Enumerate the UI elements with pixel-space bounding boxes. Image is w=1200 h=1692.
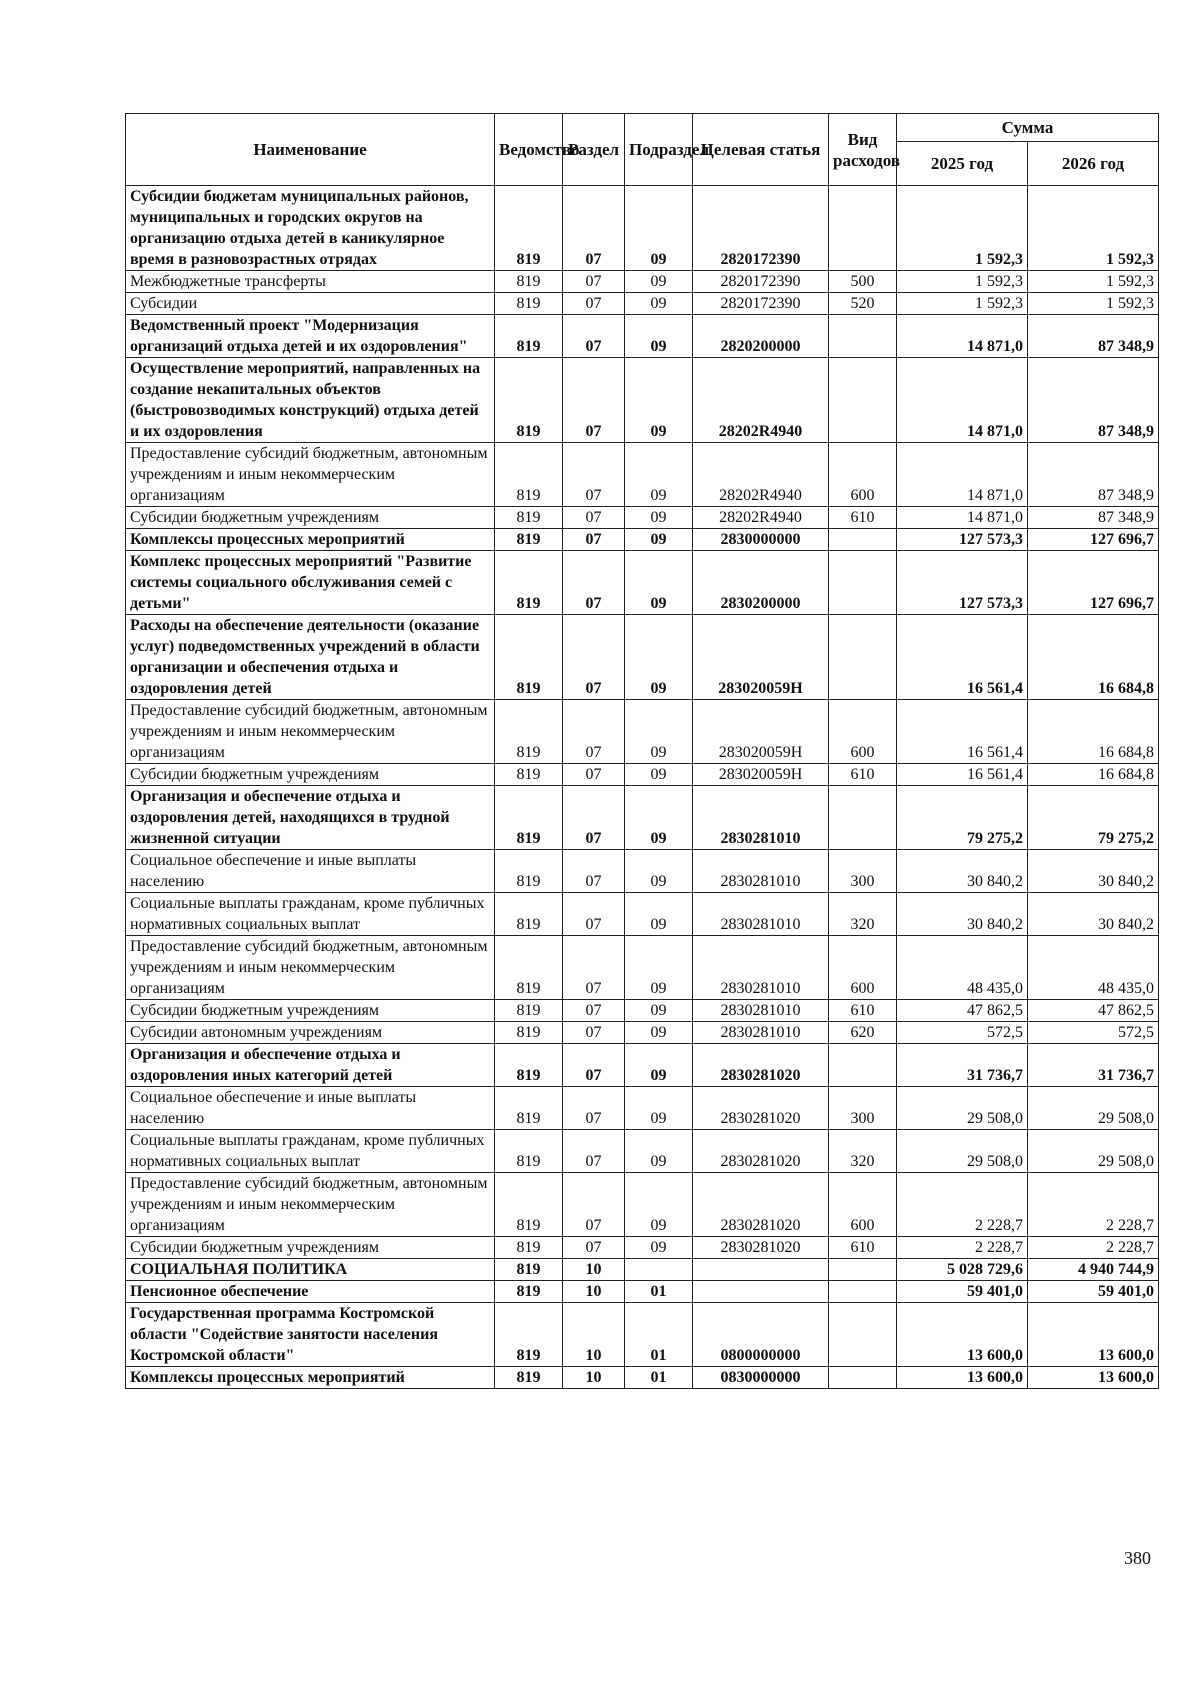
row-exp-type: 600	[829, 936, 897, 1000]
row-sum-2026: 79 275,2	[1028, 786, 1159, 850]
table-row	[126, 315, 1159, 358]
table-row	[126, 1303, 1159, 1367]
table-row	[126, 936, 1159, 1000]
row-sum-2026: 29 508,0	[1028, 1130, 1159, 1173]
row-name: Пенсионное обеспечение	[126, 1281, 495, 1303]
row-subsection: 01	[625, 1303, 693, 1367]
row-exp-type: 620	[829, 1022, 897, 1044]
row-sum-2026: 4 940 744,9	[1028, 1259, 1159, 1281]
row-sum-2026: 59 401,0	[1028, 1281, 1159, 1303]
row-subsection: 09	[625, 1237, 693, 1259]
row-section: 07	[563, 1022, 625, 1044]
row-article: 2820172390	[693, 293, 829, 315]
row-sum-2025: 79 275,2	[897, 786, 1028, 850]
row-exp-type: 610	[829, 1000, 897, 1022]
row-name: Социальные выплаты гражданам, кроме публичных нормативных социальных выплат	[126, 893, 495, 936]
row-exp-type: 610	[829, 507, 897, 529]
row-subsection: 01	[625, 1367, 693, 1389]
table-row	[126, 1259, 1159, 1281]
table-row	[126, 764, 1159, 786]
row-sum-2026: 2 228,7	[1028, 1173, 1159, 1237]
row-name: Предоставление субсидий бюджетным, автономным учреждениям и иным некоммерческим организациям	[126, 700, 495, 764]
row-name: Предоставление субсидий бюджетным, автономным учреждениям и иным некоммерческим организациям	[126, 443, 495, 507]
row-name: Социальные выплаты гражданам, кроме публичных нормативных социальных выплат	[126, 1130, 495, 1173]
row-dept: 819	[495, 443, 563, 507]
row-sum-2025: 47 862,5	[897, 1000, 1028, 1022]
row-subsection: 09	[625, 1000, 693, 1022]
row-name: Государственная программа Костромской области "Содействие занятости населения Костромской области"	[126, 1303, 495, 1367]
table-row	[126, 850, 1159, 893]
row-name: Комплекс процессных мероприятий "Развитие системы социального обслуживания семей с детьми"	[126, 551, 495, 615]
table-row	[126, 615, 1159, 700]
row-sum-2025: 16 561,4	[897, 764, 1028, 786]
row-article: 0800000000	[693, 1303, 829, 1367]
row-exp-type: 600	[829, 1173, 897, 1237]
header-sum: Сумма	[897, 114, 1159, 142]
row-article: 2830281020	[693, 1044, 829, 1087]
row-name: Субсидии бюджетным учреждениям	[126, 764, 495, 786]
row-subsection: 09	[625, 551, 693, 615]
table-body	[126, 186, 1159, 1389]
row-article: 2830281010	[693, 1000, 829, 1022]
header-section: Раздел	[563, 114, 625, 186]
row-sum-2025: 1 592,3	[897, 293, 1028, 315]
row-sum-2026: 13 600,0	[1028, 1367, 1159, 1389]
header-year-2026: 2026 год	[1028, 142, 1159, 186]
row-section: 07	[563, 551, 625, 615]
row-exp-type	[829, 1259, 897, 1281]
table-row	[126, 186, 1159, 271]
row-section: 07	[563, 1173, 625, 1237]
row-exp-type: 320	[829, 1130, 897, 1173]
row-sum-2026: 1 592,3	[1028, 293, 1159, 315]
row-exp-type	[829, 1303, 897, 1367]
header-name: Наименование	[126, 114, 495, 186]
table-row	[126, 1281, 1159, 1303]
row-sum-2026: 127 696,7	[1028, 551, 1159, 615]
row-section: 07	[563, 271, 625, 293]
table-row	[126, 551, 1159, 615]
row-name: Организация и обеспечение отдыха и оздоровления иных категорий детей	[126, 1044, 495, 1087]
table-row	[126, 443, 1159, 507]
row-dept: 819	[495, 700, 563, 764]
row-subsection: 09	[625, 293, 693, 315]
row-section: 07	[563, 315, 625, 358]
row-section: 07	[563, 443, 625, 507]
row-section: 07	[563, 1087, 625, 1130]
row-section: 07	[563, 700, 625, 764]
table-row	[126, 786, 1159, 850]
row-section: 07	[563, 293, 625, 315]
header-dept: Ведомство	[495, 114, 563, 186]
row-article: 2830281010	[693, 1022, 829, 1044]
row-name: Комплексы процессных мероприятий	[126, 1367, 495, 1389]
row-sum-2025: 13 600,0	[897, 1367, 1028, 1389]
row-name: Субсидии бюджетным учреждениям	[126, 1000, 495, 1022]
row-dept: 819	[495, 1130, 563, 1173]
row-article: 28202R4940	[693, 507, 829, 529]
row-section: 07	[563, 850, 625, 893]
row-sum-2026: 47 862,5	[1028, 1000, 1159, 1022]
row-article	[693, 1281, 829, 1303]
row-subsection: 09	[625, 529, 693, 551]
row-exp-type: 500	[829, 271, 897, 293]
row-dept: 819	[495, 1022, 563, 1044]
row-exp-type	[829, 786, 897, 850]
row-sum-2026: 13 600,0	[1028, 1303, 1159, 1367]
row-section: 07	[563, 764, 625, 786]
row-article: 0830000000	[693, 1367, 829, 1389]
row-sum-2026: 1 592,3	[1028, 271, 1159, 293]
row-section: 10	[563, 1259, 625, 1281]
row-name: Социальное обеспечение и иные выплаты населению	[126, 1087, 495, 1130]
row-dept: 819	[495, 1281, 563, 1303]
row-name: Субсидии автономным учреждениям	[126, 1022, 495, 1044]
row-sum-2026: 31 736,7	[1028, 1044, 1159, 1087]
row-subsection: 09	[625, 315, 693, 358]
row-sum-2025: 14 871,0	[897, 443, 1028, 507]
table-row	[126, 1237, 1159, 1259]
row-exp-type	[829, 529, 897, 551]
row-section: 07	[563, 893, 625, 936]
row-name: Субсидии бюджетам муниципальных районов, муниципальных и городских округов на организацию отдыха детей в каникулярное время в разновозрастных отрядах	[126, 186, 495, 271]
row-sum-2025: 29 508,0	[897, 1130, 1028, 1173]
row-dept: 819	[495, 893, 563, 936]
table-row	[126, 1367, 1159, 1389]
row-section: 07	[563, 186, 625, 271]
row-dept: 819	[495, 271, 563, 293]
row-sum-2025: 14 871,0	[897, 358, 1028, 443]
row-dept: 819	[495, 786, 563, 850]
row-sum-2026: 16 684,8	[1028, 700, 1159, 764]
row-exp-type: 320	[829, 893, 897, 936]
row-article: 2830281020	[693, 1130, 829, 1173]
row-sum-2025: 13 600,0	[897, 1303, 1028, 1367]
row-exp-type: 600	[829, 700, 897, 764]
row-exp-type: 610	[829, 764, 897, 786]
row-sum-2025: 127 573,3	[897, 551, 1028, 615]
row-exp-type	[829, 1281, 897, 1303]
row-article: 2820172390	[693, 186, 829, 271]
table-row	[126, 271, 1159, 293]
row-exp-type	[829, 186, 897, 271]
row-dept: 819	[495, 1303, 563, 1367]
table-row	[126, 529, 1159, 551]
page-number: 380	[1124, 1548, 1151, 1568]
row-sum-2026: 16 684,8	[1028, 764, 1159, 786]
row-sum-2026: 87 348,9	[1028, 507, 1159, 529]
row-sum-2025: 2 228,7	[897, 1237, 1028, 1259]
row-dept: 819	[495, 529, 563, 551]
row-section: 07	[563, 529, 625, 551]
row-sum-2026: 16 684,8	[1028, 615, 1159, 700]
table-row	[126, 1044, 1159, 1087]
row-section: 07	[563, 936, 625, 1000]
row-name: Предоставление субсидий бюджетным, автономным учреждениям и иным некоммерческим организациям	[126, 1173, 495, 1237]
row-subsection: 09	[625, 186, 693, 271]
row-dept: 819	[495, 1087, 563, 1130]
row-sum-2025: 1 592,3	[897, 186, 1028, 271]
row-article: 283020059Н	[693, 615, 829, 700]
row-article: 28202R4940	[693, 443, 829, 507]
row-subsection: 09	[625, 271, 693, 293]
row-subsection: 09	[625, 764, 693, 786]
row-dept: 819	[495, 358, 563, 443]
row-sum-2026: 1 592,3	[1028, 186, 1159, 271]
row-sum-2025: 29 508,0	[897, 1087, 1028, 1130]
row-dept: 819	[495, 551, 563, 615]
row-subsection: 09	[625, 786, 693, 850]
row-sum-2025: 30 840,2	[897, 893, 1028, 936]
row-article: 2830000000	[693, 529, 829, 551]
row-subsection: 09	[625, 1044, 693, 1087]
row-subsection: 09	[625, 358, 693, 443]
row-name: Субсидии	[126, 293, 495, 315]
row-article: 2830200000	[693, 551, 829, 615]
row-article: 28202R4940	[693, 358, 829, 443]
row-name: Расходы на обеспечение деятельности (оказание услуг) подведомственных учреждений в области организации и обеспечения отдыха и оздоровления детей	[126, 615, 495, 700]
table-row	[126, 700, 1159, 764]
row-article	[693, 1259, 829, 1281]
row-name: Субсидии бюджетным учреждениям	[126, 1237, 495, 1259]
row-subsection	[625, 1259, 693, 1281]
header-exp-type: Вид расходов	[829, 114, 897, 186]
row-exp-type	[829, 358, 897, 443]
row-subsection: 09	[625, 893, 693, 936]
row-dept: 819	[495, 1237, 563, 1259]
row-name: Организация и обеспечение отдыха и оздоровления детей, находящихся в трудной жизненной ситуации	[126, 786, 495, 850]
row-dept: 819	[495, 507, 563, 529]
row-dept: 819	[495, 1173, 563, 1237]
row-sum-2026: 2 228,7	[1028, 1237, 1159, 1259]
row-article: 2830281010	[693, 850, 829, 893]
row-subsection: 09	[625, 1022, 693, 1044]
row-section: 07	[563, 786, 625, 850]
row-name: Комплексы процессных мероприятий	[126, 529, 495, 551]
row-dept: 819	[495, 1259, 563, 1281]
row-sum-2025: 16 561,4	[897, 615, 1028, 700]
row-sum-2026: 87 348,9	[1028, 443, 1159, 507]
row-article: 2830281020	[693, 1173, 829, 1237]
row-sum-2026: 87 348,9	[1028, 358, 1159, 443]
row-sum-2026: 30 840,2	[1028, 850, 1159, 893]
row-sum-2025: 59 401,0	[897, 1281, 1028, 1303]
table-row	[126, 1000, 1159, 1022]
row-sum-2026: 29 508,0	[1028, 1087, 1159, 1130]
row-section: 10	[563, 1281, 625, 1303]
row-dept: 819	[495, 1044, 563, 1087]
row-exp-type	[829, 551, 897, 615]
row-dept: 819	[495, 186, 563, 271]
row-sum-2025: 1 592,3	[897, 271, 1028, 293]
row-dept: 819	[495, 293, 563, 315]
table-row	[126, 1022, 1159, 1044]
row-exp-type: 600	[829, 443, 897, 507]
row-article: 2830281010	[693, 786, 829, 850]
row-exp-type	[829, 615, 897, 700]
row-sum-2026: 572,5	[1028, 1022, 1159, 1044]
row-section: 07	[563, 358, 625, 443]
header-article: Целевая статья	[693, 114, 829, 186]
row-sum-2026: 87 348,9	[1028, 315, 1159, 358]
header-year-2025: 2025 год	[897, 142, 1028, 186]
budget-table	[125, 113, 1159, 1389]
row-sum-2025: 572,5	[897, 1022, 1028, 1044]
row-article: 2830281010	[693, 893, 829, 936]
row-section: 10	[563, 1303, 625, 1367]
row-subsection: 01	[625, 1281, 693, 1303]
row-dept: 819	[495, 936, 563, 1000]
row-sum-2025: 14 871,0	[897, 315, 1028, 358]
row-dept: 819	[495, 850, 563, 893]
row-exp-type	[829, 1367, 897, 1389]
row-sum-2025: 5 028 729,6	[897, 1259, 1028, 1281]
row-section: 07	[563, 1130, 625, 1173]
row-sum-2025: 127 573,3	[897, 529, 1028, 551]
row-exp-type: 300	[829, 1087, 897, 1130]
row-exp-type	[829, 315, 897, 358]
row-subsection: 09	[625, 615, 693, 700]
row-sum-2026: 48 435,0	[1028, 936, 1159, 1000]
row-article: 283020059Н	[693, 700, 829, 764]
row-name: Осуществление мероприятий, направленных на создание некапитальных объектов (быстровозводимых конструкций) отдыха детей и их оздоровления	[126, 358, 495, 443]
table-row	[126, 1130, 1159, 1173]
table-row	[126, 507, 1159, 529]
row-dept: 819	[495, 1367, 563, 1389]
row-sum-2025: 16 561,4	[897, 700, 1028, 764]
row-exp-type: 300	[829, 850, 897, 893]
table-row	[126, 1087, 1159, 1130]
row-subsection: 09	[625, 700, 693, 764]
row-subsection: 09	[625, 1173, 693, 1237]
row-sum-2026: 30 840,2	[1028, 893, 1159, 936]
row-subsection: 09	[625, 936, 693, 1000]
row-sum-2025: 30 840,2	[897, 850, 1028, 893]
row-subsection: 09	[625, 507, 693, 529]
row-exp-type: 610	[829, 1237, 897, 1259]
table-row	[126, 1173, 1159, 1237]
table-row	[126, 358, 1159, 443]
row-section: 07	[563, 1000, 625, 1022]
row-article: 2820200000	[693, 315, 829, 358]
row-article: 2830281020	[693, 1087, 829, 1130]
row-subsection: 09	[625, 850, 693, 893]
row-name: Социальное обеспечение и иные выплаты населению	[126, 850, 495, 893]
row-sum-2026: 127 696,7	[1028, 529, 1159, 551]
header-subsection: Подраздел	[625, 114, 693, 186]
row-article: 283020059Н	[693, 764, 829, 786]
row-subsection: 09	[625, 1130, 693, 1173]
table-row	[126, 893, 1159, 936]
row-name: Субсидии бюджетным учреждениям	[126, 507, 495, 529]
row-dept: 819	[495, 764, 563, 786]
table-row	[126, 293, 1159, 315]
row-name: СОЦИАЛЬНАЯ ПОЛИТИКА	[126, 1259, 495, 1281]
row-section: 07	[563, 507, 625, 529]
row-subsection: 09	[625, 1087, 693, 1130]
row-sum-2025: 14 871,0	[897, 507, 1028, 529]
row-subsection: 09	[625, 443, 693, 507]
row-sum-2025: 48 435,0	[897, 936, 1028, 1000]
row-sum-2025: 31 736,7	[897, 1044, 1028, 1087]
row-section: 07	[563, 1044, 625, 1087]
row-name: Ведомственный проект "Модернизация организаций отдыха детей и их оздоровления"	[126, 315, 495, 358]
row-exp-type	[829, 1044, 897, 1087]
row-name: Межбюджетные трансферты	[126, 271, 495, 293]
row-section: 07	[563, 615, 625, 700]
row-dept: 819	[495, 315, 563, 358]
row-dept: 819	[495, 615, 563, 700]
row-section: 07	[563, 1237, 625, 1259]
row-article: 2820172390	[693, 271, 829, 293]
row-article: 2830281010	[693, 936, 829, 1000]
row-section: 10	[563, 1367, 625, 1389]
row-article: 2830281020	[693, 1237, 829, 1259]
row-exp-type: 520	[829, 293, 897, 315]
row-sum-2025: 2 228,7	[897, 1173, 1028, 1237]
row-dept: 819	[495, 1000, 563, 1022]
row-name: Предоставление субсидий бюджетным, автономным учреждениям и иным некоммерческим организациям	[126, 936, 495, 1000]
